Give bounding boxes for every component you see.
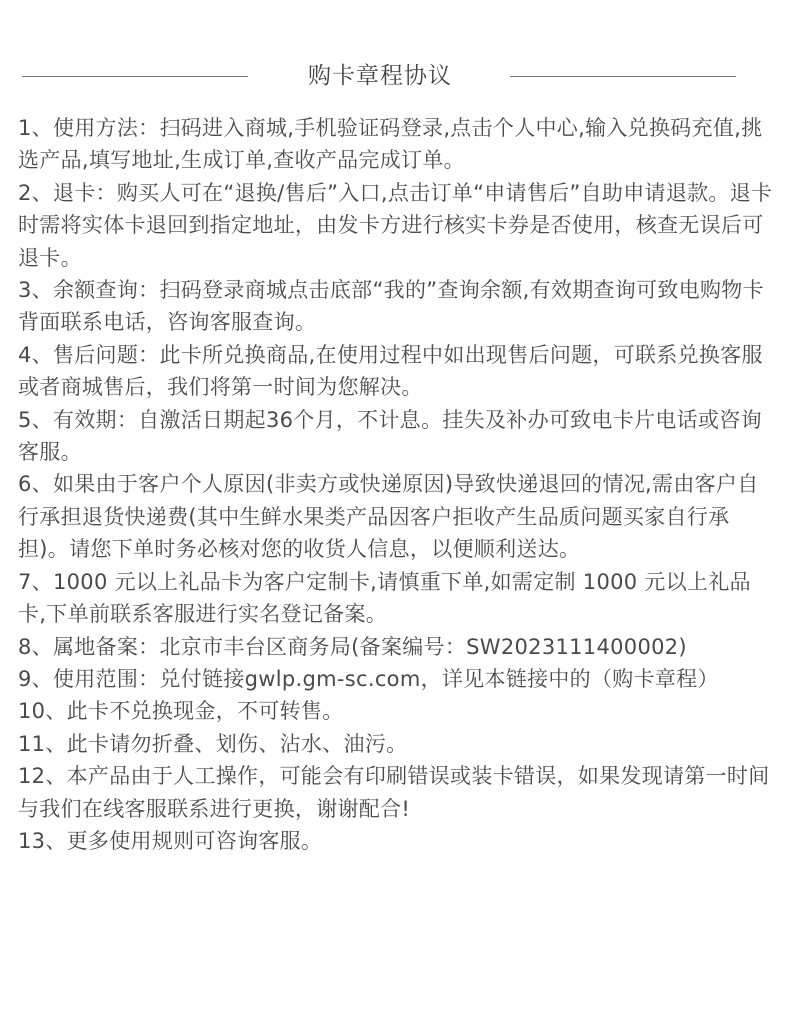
clause-13: 13、更多使用规则可咨询客服。: [18, 828, 323, 853]
clause-7: 7、1000 元以上礼品卡为客户定制卡,请慎重下单,如需定制 1000 元以上礼品卡,下单前联系客服进行实名登记备案。: [18, 569, 751, 627]
clause-11: 11、此卡请勿折叠、划伤、沾水、油污。: [18, 731, 408, 756]
clause-3: 3、余额查询：扫码登录商城点击底部“我的”查询余额,有效期查询可致电购物卡背面联系电话，咨询客服查询。: [18, 278, 764, 335]
agreement-header: [0, 56, 790, 96]
title-rule-right: [510, 76, 736, 77]
clause-2: 2、退卡：购买人可在“退换/售后”入口,点击订单“申请售后”自助申请退款。退卡时需将实体卡退回到指定地址，由发卡方进行核实卡券是否使用，核查无误后可退卡。: [18, 180, 773, 270]
clause-4: 4、售后问题：此卡所兑换商品,在使用过程中如出现售后问题，可联系兑换客服或者商城售后，我们将第一时间为您解决。: [18, 342, 763, 400]
clause-list: [18, 112, 774, 857]
page-title: 购卡章程协议: [308, 63, 452, 89]
clause-1: 1、使用方法：扫码进入商城,手机验证码登录,点击个人中心,输入兑换码充值,挑选产品,填写地址,生成订单,查收产品完成订单。: [18, 116, 763, 173]
clause-5: 5、有效期：自激活日期起36个月，不计息。挂失及补办可致电卡片电话或咨询客服。: [18, 407, 762, 465]
clause-8: 8、属地备案：北京市丰台区商务局(备案编号：SW2023111400002): [18, 634, 687, 659]
clause-6: 6、如果由于客户个人原因(非卖方或快递原因)导致快递退回的情况,需由客户自行承担退货快递费(其中生鲜水果类产品因客户拒收产生品质问题买家自行承担)。请您下单时务必核对您的收货人信息，以便顺利送达。: [18, 472, 759, 562]
clause-9: 9、使用范围：兑付链接gwlp.gm-sc.com，详见本链接中的（购卡章程）: [18, 666, 719, 691]
clause-10: 10、此卡不兑换现金，不可转售。: [18, 699, 344, 724]
clause-12: 12、本产品由于人工操作，可能会有印刷错误或装卡错误，如果发现请第一时间与我们在线客服联系进行更换，谢谢配合!: [18, 764, 770, 821]
